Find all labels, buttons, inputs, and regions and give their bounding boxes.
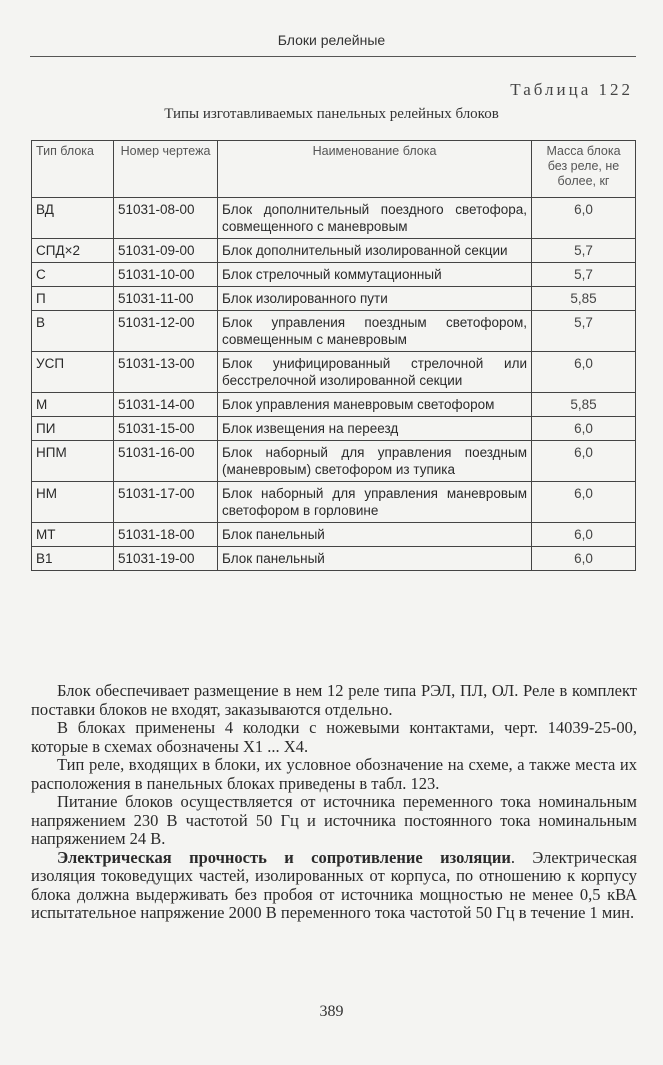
cell-mass: 5,85 — [532, 287, 636, 311]
cell-type: П — [32, 287, 114, 311]
cell-mass: 6,0 — [532, 441, 636, 482]
cell-mass: 6,0 — [532, 198, 636, 239]
cell-type: НПМ — [32, 441, 114, 482]
cell-type: МТ — [32, 523, 114, 547]
cell-drawing: 51031-14-00 — [114, 393, 218, 417]
cell-name: Блок дополнительный изолированной секции — [218, 239, 532, 263]
cell-name: Блок наборный для управления маневровым светофором в горловине — [218, 482, 532, 523]
cell-mass: 6,0 — [532, 482, 636, 523]
cell-mass: 5,7 — [532, 263, 636, 287]
table-row — [32, 198, 636, 239]
cell-mass: 5,7 — [532, 239, 636, 263]
table-header-row — [32, 141, 636, 198]
column-header-drawing: Номер чертежа — [114, 141, 218, 198]
table-row — [32, 287, 636, 311]
cell-name: Блок извещения на переезд — [218, 417, 532, 441]
cell-name: Блок управления маневровым светофором — [218, 393, 532, 417]
cell-drawing: 51031-16-00 — [114, 441, 218, 482]
cell-drawing: 51031-13-00 — [114, 352, 218, 393]
running-header: Блоки релейные — [277, 32, 386, 48]
cell-name: Блок стрелочный коммутационный — [218, 263, 532, 287]
section-heading: Электрическая прочность и сопротивление изоляции — [57, 847, 511, 867]
table-row — [32, 417, 636, 441]
cell-mass: 6,0 — [532, 523, 636, 547]
cell-name: Блок дополнительный поездного светофора, совмещенного с маневровым — [218, 198, 532, 239]
cell-mass: 6,0 — [532, 547, 636, 571]
table-row — [32, 352, 636, 393]
cell-drawing: 51031-15-00 — [114, 417, 218, 441]
column-header-name: Наименование блока — [218, 141, 532, 198]
cell-mass: 5,7 — [532, 311, 636, 352]
table-row — [32, 239, 636, 263]
cell-name: Блок панельный — [218, 547, 532, 571]
page-number: 389 — [319, 1003, 344, 1020]
paragraph: Тип реле, входящих в блоки, их условное обозначение на схеме, а также места их расположения в панельных блоках приведены в табл. 123. — [31, 755, 637, 793]
cell-name: Блок наборный для управления поездным (маневровым) светофором из тупика — [218, 441, 532, 482]
paragraph: Питание блоков осуществляется от источника переменного тока номинальным напряжением 230 В частотой 50 Гц и источника постоянного тока номинальным напряжением 24 В. — [31, 792, 637, 848]
cell-drawing: 51031-18-00 — [114, 523, 218, 547]
cell-mass: 6,0 — [532, 417, 636, 441]
cell-type: УСП — [32, 352, 114, 393]
cell-drawing: 51031-09-00 — [114, 239, 218, 263]
cell-drawing: 51031-12-00 — [114, 311, 218, 352]
table-number: Таблица 122 — [510, 80, 633, 99]
paragraph: В блоках применены 4 колодки с ножевыми контактами, черт. 14039-25-00, которые в схемах обозначены Х1 ... Х4. — [31, 718, 637, 756]
table-row — [32, 482, 636, 523]
cell-type: С — [32, 263, 114, 287]
cell-drawing: 51031-19-00 — [114, 547, 218, 571]
cell-type: ВД — [32, 198, 114, 239]
cell-drawing: 51031-17-00 — [114, 482, 218, 523]
cell-mass: 6,0 — [532, 352, 636, 393]
column-header-type: Тип блока — [32, 141, 114, 198]
cell-drawing: 51031-08-00 — [114, 198, 218, 239]
table-row — [32, 441, 636, 482]
cell-type: СПД×2 — [32, 239, 114, 263]
cell-name: Блок унифицированный стрелочной или бесстрелочной изолированной секции — [218, 352, 532, 393]
table-title: Типы изготавливаемых панельных релейных блоков — [164, 106, 499, 122]
table-row — [32, 263, 636, 287]
relay-blocks-table — [31, 140, 636, 571]
cell-type: В1 — [32, 547, 114, 571]
table-row — [32, 547, 636, 571]
cell-name: Блок панельный — [218, 523, 532, 547]
cell-name: Блок управления поездным светофором, совмещенным с маневровым — [218, 311, 532, 352]
header-rule — [30, 56, 636, 57]
body-text — [31, 682, 637, 923]
paragraph-text: . Электрическая изоляция токоведущих частей, изолированных от корпуса, по отношению к корпусу блока должна выдерживать без пробоя от источника мощностью не менее 0,5 кВА испытательное напряжение 2000 В переменного тока частотой 50 Гц в течение 1 мин. — [31, 847, 637, 922]
cell-type: В — [32, 311, 114, 352]
cell-drawing: 51031-11-00 — [114, 287, 218, 311]
cell-type: НМ — [32, 482, 114, 523]
cell-name: Блок изолированного пути — [218, 287, 532, 311]
table-row — [32, 523, 636, 547]
cell-type: ПИ — [32, 417, 114, 441]
table-row — [32, 311, 636, 352]
column-header-mass: Масса блока без реле, не более, кг — [532, 141, 636, 198]
cell-type: М — [32, 393, 114, 417]
table-row — [32, 393, 636, 417]
paragraph — [31, 849, 637, 923]
cell-mass: 5,85 — [532, 393, 636, 417]
cell-drawing: 51031-10-00 — [114, 263, 218, 287]
paragraph: Блок обеспечивает размещение в нем 12 реле типа РЭЛ, ПЛ, ОЛ. Реле в комплект поставки блоков не входят, заказываются отдельно. — [31, 681, 637, 719]
